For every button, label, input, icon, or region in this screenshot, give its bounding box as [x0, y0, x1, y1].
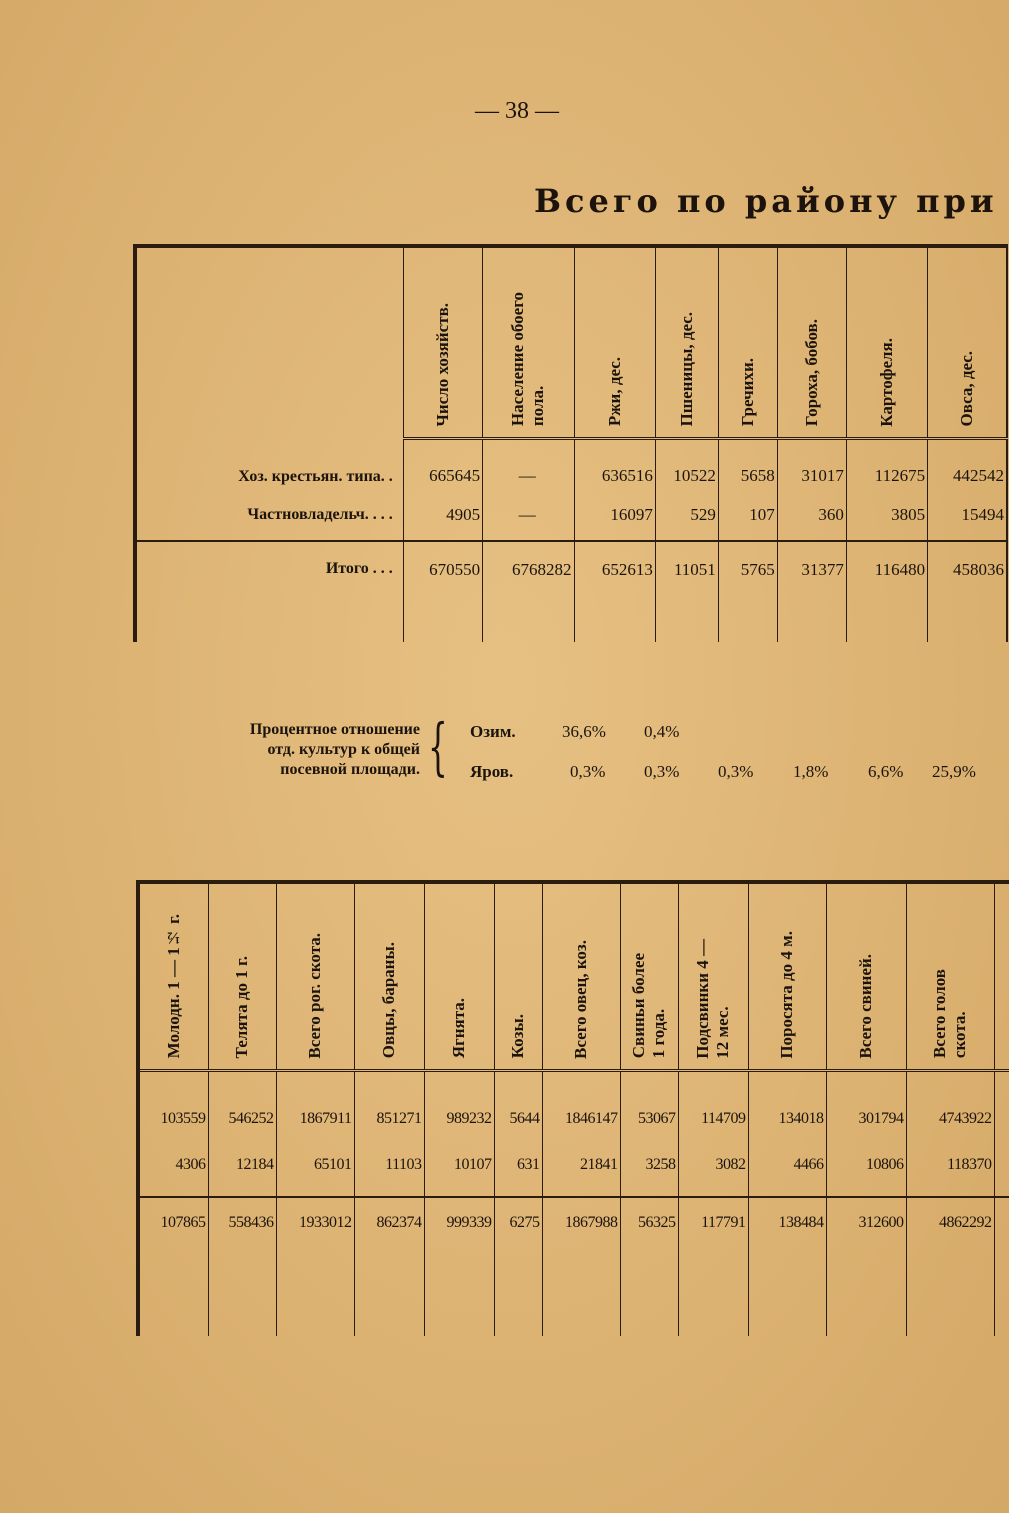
- col-header: Всего рог. скота.: [276, 882, 354, 1070]
- percent-value: 0,3%: [644, 762, 680, 781]
- table-cell: 4905: [403, 490, 482, 541]
- table-cell: 631: [494, 1134, 542, 1197]
- table-cell: 15494: [928, 490, 1007, 541]
- table-cell: 21841: [542, 1134, 620, 1197]
- table-cell: 65101: [276, 1134, 354, 1197]
- total-cell: 117791: [678, 1197, 748, 1336]
- table-cell: 4466: [748, 1134, 826, 1197]
- table-cell: 442542: [928, 438, 1007, 490]
- col-header: Телята до 1 г.: [208, 882, 276, 1070]
- table-cell: 10806: [826, 1134, 906, 1197]
- table-cell-edge: [994, 1134, 1009, 1197]
- percent-value: 0,4%: [644, 722, 680, 741]
- table-cell: —: [483, 438, 574, 490]
- percent-value: 1,8%: [793, 762, 829, 781]
- total-cell: 558436: [208, 1197, 276, 1336]
- row-label: Частновладельч. . . .: [135, 490, 403, 541]
- total-cell-edge: [994, 1197, 1009, 1336]
- table-row: [138, 1070, 1009, 1134]
- col-header: Овса, дес.: [928, 246, 1007, 438]
- col-header: Население обоего пола.: [483, 246, 574, 438]
- table-row: [135, 438, 1007, 490]
- percent-value: 0,3%: [718, 762, 754, 781]
- table-cell: 16097: [574, 490, 655, 541]
- col-header: Гороха, бобов.: [777, 246, 846, 438]
- percent-value: 6,6%: [868, 762, 904, 781]
- total-cell: 138484: [748, 1197, 826, 1336]
- crops-table: [133, 244, 1008, 642]
- total-cell: 312600: [826, 1197, 906, 1336]
- total-cell: 1933012: [276, 1197, 354, 1336]
- table-cell: 11103: [354, 1134, 424, 1197]
- table-cell: 4743922: [906, 1070, 994, 1134]
- table-cell: 301794: [826, 1070, 906, 1134]
- total-cell: 862374: [354, 1197, 424, 1336]
- total-row: [138, 1197, 1009, 1336]
- col-header: Всего овец, коз.: [542, 882, 620, 1070]
- table-cell: 636516: [574, 438, 655, 490]
- total-cell: 116480: [846, 541, 927, 642]
- col-header: Свиньи более 1 года.: [620, 882, 678, 1070]
- col-header: Подсвинки 4 — 12 мес.: [678, 882, 748, 1070]
- col-header: Поросята до 4 м.: [748, 882, 826, 1070]
- percent-value: 25,9%: [932, 762, 976, 781]
- ozim-label: Озим.: [470, 722, 516, 741]
- table-cell: 114709: [678, 1070, 748, 1134]
- total-cell: 6275: [494, 1197, 542, 1336]
- col-header: Козы.: [494, 882, 542, 1070]
- col-header: Всего свиней.: [826, 882, 906, 1070]
- total-row: [135, 541, 1007, 642]
- table-cell: 3258: [620, 1134, 678, 1197]
- brace-icon: {: [428, 710, 448, 783]
- total-cell: 670550: [403, 541, 482, 642]
- percent-value: 36,6%: [562, 722, 606, 741]
- table-cell: 989232: [424, 1070, 494, 1134]
- total-cell: 4862292: [906, 1197, 994, 1336]
- page-heading: Всего по району при: [534, 182, 998, 220]
- row-label: Хоз. крестьян. типа. .: [135, 438, 403, 490]
- total-cell: 999339: [424, 1197, 494, 1336]
- table-cell: 53067: [620, 1070, 678, 1134]
- table-cell: 546252: [208, 1070, 276, 1134]
- total-cell: 107865: [138, 1197, 208, 1336]
- table-cell-edge: [994, 1070, 1009, 1134]
- table-row: [138, 1134, 1009, 1197]
- table-cell: 3805: [846, 490, 927, 541]
- col-header: Овцы, бараны.: [354, 882, 424, 1070]
- total-label: Итого . . .: [135, 541, 403, 642]
- header-row: [138, 882, 1009, 1070]
- table-cell: 1867911: [276, 1070, 354, 1134]
- table-cell: 529: [655, 490, 718, 541]
- table-cell: 851271: [354, 1070, 424, 1134]
- percent-yarov-row: [470, 762, 976, 782]
- table-cell: 112675: [846, 438, 927, 490]
- table-cell: 134018: [748, 1070, 826, 1134]
- table-cell: 1846147: [542, 1070, 620, 1134]
- table-cell: 5658: [718, 438, 777, 490]
- total-cell: 31377: [777, 541, 846, 642]
- page-number: — 38 —: [475, 98, 559, 124]
- table-cell: 12184: [208, 1134, 276, 1197]
- table-row: [135, 490, 1007, 541]
- col-header-edge: [994, 882, 1009, 1070]
- total-cell: 5765: [718, 541, 777, 642]
- total-cell: 1867988: [542, 1197, 620, 1336]
- header-row: [135, 246, 1007, 438]
- header-corner: [135, 246, 403, 438]
- table-cell: 31017: [777, 438, 846, 490]
- total-cell: 6768282: [483, 541, 574, 642]
- percent-ozim-row: [470, 722, 680, 742]
- percent-label: Процентное отношение отд. культур к общей посевной площади.: [249, 721, 420, 778]
- table-cell: 107: [718, 490, 777, 541]
- total-cell: 56325: [620, 1197, 678, 1336]
- col-header: Гречихи.: [718, 246, 777, 438]
- table-cell: 5644: [494, 1070, 542, 1134]
- col-header: Молодн. 1 — 1½ г.: [138, 882, 208, 1070]
- col-header: Ягнята.: [424, 882, 494, 1070]
- col-header: Всего голов скота.: [906, 882, 994, 1070]
- col-header: Ржи, дес.: [574, 246, 655, 438]
- total-cell: 652613: [574, 541, 655, 642]
- table-cell: 665645: [403, 438, 482, 490]
- table-cell: —: [483, 490, 574, 541]
- table-cell: 103559: [138, 1070, 208, 1134]
- table-cell: 10522: [655, 438, 718, 490]
- yarov-label: Яров.: [470, 762, 514, 781]
- table-cell: 4306: [138, 1134, 208, 1197]
- col-header: Пшеницы, дес.: [655, 246, 718, 438]
- total-cell: 458036: [928, 541, 1007, 642]
- col-header: Картофеля.: [846, 246, 927, 438]
- table-cell: 3082: [678, 1134, 748, 1197]
- livestock-table: [136, 880, 1009, 1336]
- table-cell: 360: [777, 490, 846, 541]
- percent-value: 0,3%: [570, 762, 606, 781]
- table-cell: 118370: [906, 1134, 994, 1197]
- table-cell: 10107: [424, 1134, 494, 1197]
- col-header: Число хозяйств.: [403, 246, 482, 438]
- total-cell: 11051: [655, 541, 718, 642]
